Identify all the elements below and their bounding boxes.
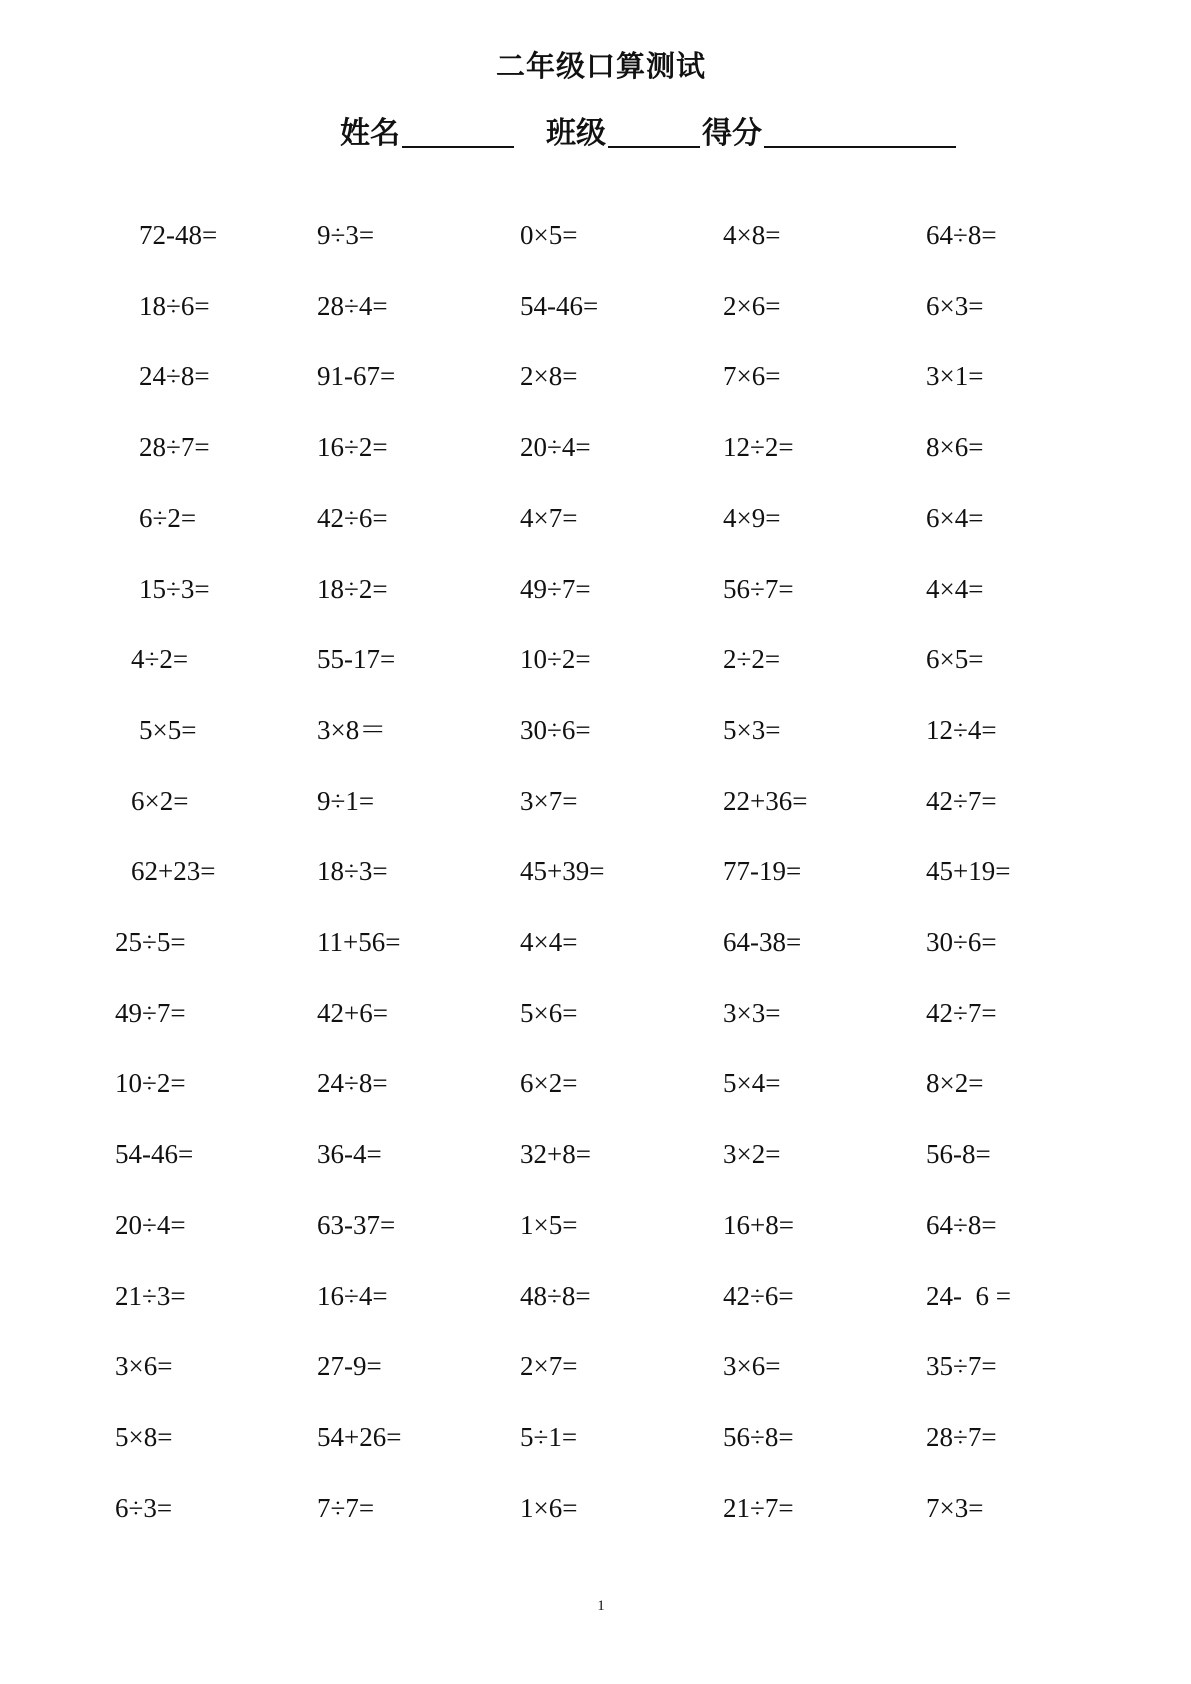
- student-info-line: [340, 108, 958, 152]
- problem-item: 5÷1=: [520, 1421, 578, 1452]
- score-label: 得分: [702, 117, 762, 150]
- problem-item: 2×8=: [520, 361, 578, 392]
- score-blank[interactable]: [764, 116, 956, 148]
- problem-item: 3×1=: [926, 361, 984, 392]
- problem-item: 77-19=: [723, 856, 802, 887]
- name-blank[interactable]: [402, 116, 514, 148]
- problem-item: 9÷3=: [317, 220, 375, 250]
- problem-item: 56÷7=: [723, 573, 794, 604]
- problem-item: 55-17=: [317, 644, 396, 675]
- problem-item: 6×4=: [926, 502, 984, 533]
- problem-item: 4×4=: [926, 573, 984, 604]
- problem-item: 54+26=: [317, 1421, 402, 1452]
- problem-item: 5×4=: [723, 1068, 781, 1099]
- problem-item: 8×6=: [926, 432, 984, 463]
- problem-item: 6÷2=: [139, 502, 197, 533]
- problem-item: 63-37=: [317, 1209, 396, 1240]
- problem-item: 1×5=: [520, 1209, 578, 1240]
- problem-item: 28÷7=: [926, 1421, 997, 1452]
- problem-item: 20÷4=: [115, 1209, 186, 1240]
- problem-item: 16÷2=: [317, 432, 388, 463]
- problem-item: 54-46=: [115, 1139, 194, 1170]
- problem-item: 10÷2=: [115, 1068, 186, 1099]
- problem-item: 48÷8=: [520, 1280, 591, 1311]
- problem-item: 3×6=: [723, 1351, 781, 1382]
- problem-item: 6×3=: [926, 290, 984, 321]
- problem-item: 4×4=: [520, 927, 578, 957]
- problem-item: 15÷3=: [139, 573, 210, 604]
- problem-item: 2÷2=: [723, 644, 781, 675]
- problem-item: 24- 6 =: [926, 1280, 1011, 1311]
- problem-item: 3×3=: [723, 997, 781, 1028]
- problem-item: 3×7=: [520, 785, 578, 816]
- problem-item: 28÷7=: [139, 432, 210, 463]
- problem-item: 7×6=: [723, 361, 781, 392]
- worksheet-title: 二年级口算测试: [495, 51, 706, 83]
- problem-item: 2×7=: [520, 1351, 578, 1382]
- problem-item: 21÷7=: [723, 1492, 794, 1523]
- problem-item: 72-48=: [139, 220, 218, 250]
- problem-item: 36-4=: [317, 1139, 382, 1170]
- page-number: 1: [597, 1598, 605, 1614]
- problem-item: 27-9=: [317, 1351, 382, 1382]
- problem-item: 49÷7=: [115, 997, 186, 1028]
- problem-item: 28÷4=: [317, 290, 388, 321]
- problem-item: 18÷3=: [317, 856, 388, 887]
- problem-item: 4×7=: [520, 502, 578, 533]
- problem-item: 10÷2=: [520, 644, 591, 675]
- problem-item: 5×5=: [139, 714, 197, 745]
- problem-item: 4÷2=: [131, 644, 189, 675]
- problem-item: 32+8=: [520, 1139, 591, 1170]
- problem-item: 1×6=: [520, 1492, 578, 1523]
- problem-item: 35÷7=: [926, 1351, 997, 1382]
- problem-item: 8×2=: [926, 1068, 984, 1099]
- problem-item: 6×2=: [520, 1068, 578, 1099]
- problem-item: 9÷1=: [317, 785, 375, 816]
- problem-item: 56-8=: [926, 1139, 991, 1170]
- problem-item: 2×6=: [723, 290, 781, 321]
- problem-item: 42÷6=: [723, 1280, 794, 1311]
- problem-item: 6×2=: [131, 785, 189, 816]
- problem-item: 7÷7=: [317, 1492, 375, 1523]
- problem-item: 3×6=: [115, 1351, 173, 1382]
- name-label: 姓名: [340, 117, 400, 150]
- problem-item: 3×8＝: [317, 714, 387, 745]
- problem-item: 42÷6=: [317, 502, 388, 533]
- problem-item: 45+39=: [520, 856, 605, 887]
- problem-item: 54-46=: [520, 290, 599, 321]
- problem-item: 3×2=: [723, 1139, 781, 1170]
- problem-item: 4×8=: [723, 220, 781, 250]
- class-label: 班级: [546, 117, 606, 150]
- problem-item: 6÷3=: [115, 1492, 173, 1523]
- problem-item: 62+23=: [131, 856, 216, 887]
- problem-item: 42+6=: [317, 997, 388, 1028]
- problem-item: 16+8=: [723, 1209, 794, 1240]
- problem-item: 30÷6=: [520, 714, 591, 745]
- problem-item: 56÷8=: [723, 1421, 794, 1452]
- problem-item: 5×3=: [723, 714, 781, 745]
- problem-item: 11+56=: [317, 927, 401, 957]
- problem-item: 4×9=: [723, 502, 781, 533]
- problem-item: 42÷7=: [926, 997, 997, 1028]
- problem-item: 42÷7=: [926, 785, 997, 816]
- problem-item: 64÷8=: [926, 220, 997, 250]
- problem-item: 16÷4=: [317, 1280, 388, 1311]
- problem-item: 12÷2=: [723, 432, 794, 463]
- problem-item: 24÷8=: [317, 1068, 388, 1099]
- problem-item: 0×5=: [520, 220, 578, 250]
- problem-item: 30÷6=: [926, 927, 997, 957]
- problem-item: 5×8=: [115, 1421, 173, 1452]
- problem-item: 18÷6=: [139, 290, 210, 321]
- problem-item: 45+19=: [926, 856, 1011, 887]
- problem-item: 22+36=: [723, 785, 808, 816]
- problem-item: 12÷4=: [926, 714, 997, 745]
- problem-item: 91-67=: [317, 361, 396, 392]
- problem-item: 64-38=: [723, 927, 802, 957]
- problem-item: 24÷8=: [139, 361, 210, 392]
- problem-item: 21÷3=: [115, 1280, 186, 1311]
- problem-item: 49÷7=: [520, 573, 591, 604]
- problem-item: 25÷5=: [115, 927, 186, 957]
- problem-item: 6×5=: [926, 644, 984, 675]
- problem-item: 20÷4=: [520, 432, 591, 463]
- problem-item: 7×3=: [926, 1492, 984, 1523]
- problem-item: 5×6=: [520, 997, 578, 1028]
- class-blank[interactable]: [608, 116, 700, 148]
- problem-item: 64÷8=: [926, 1209, 997, 1240]
- problem-item: 18÷2=: [317, 573, 388, 604]
